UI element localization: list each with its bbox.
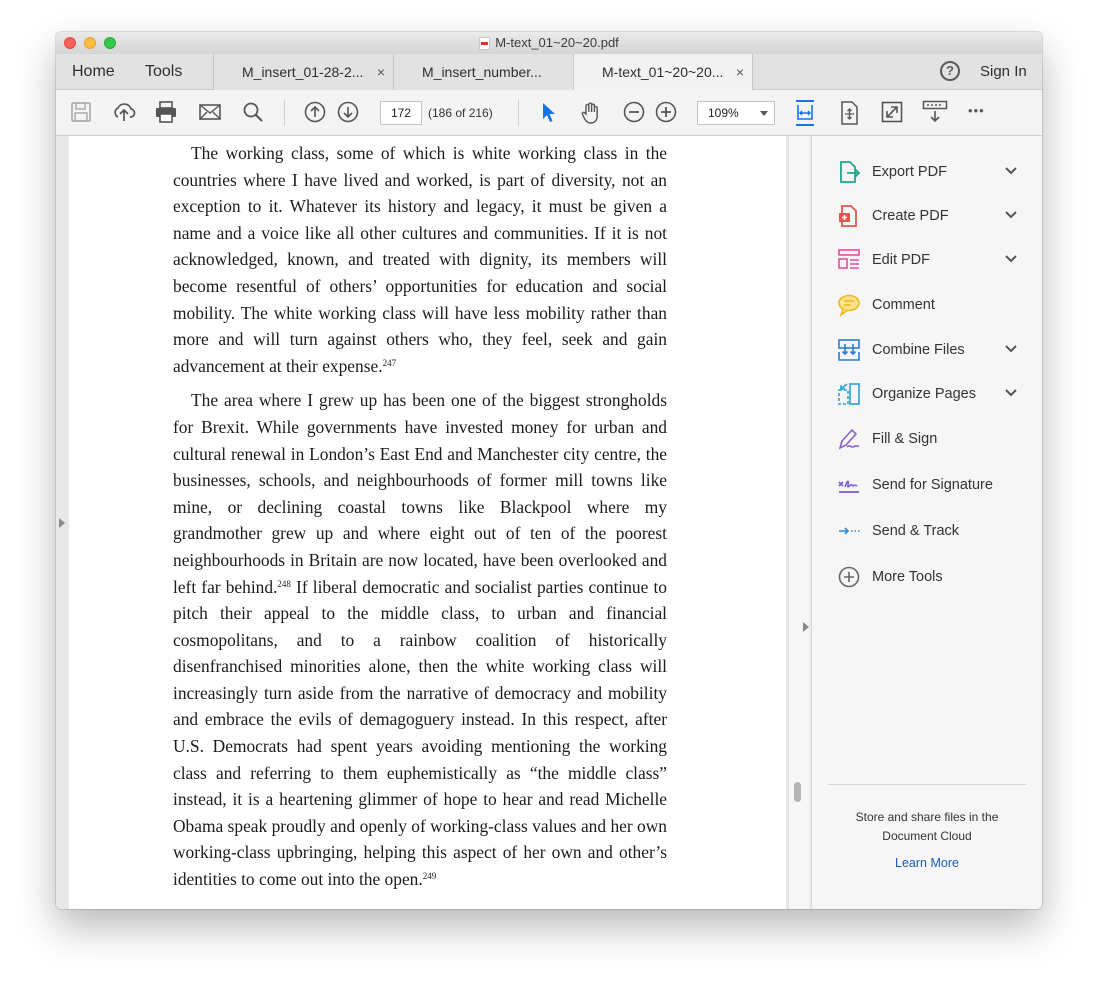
- learn-more-link[interactable]: Learn More: [895, 856, 959, 870]
- full-screen-icon[interactable]: [881, 101, 903, 128]
- create-pdf-icon: [837, 204, 861, 228]
- help-icon[interactable]: ?: [940, 61, 960, 81]
- left-panel-toggle-icon[interactable]: [59, 518, 65, 528]
- window-zoom-button[interactable]: [104, 37, 116, 49]
- chevron-down-icon[interactable]: [1004, 252, 1018, 271]
- title-bar: [56, 32, 1042, 54]
- chevron-down-icon[interactable]: [1004, 164, 1018, 183]
- document-viewer: [56, 136, 809, 909]
- window-title: M-text_01~20~20.pdf: [495, 35, 619, 50]
- app-window: [56, 32, 1042, 909]
- toolbar: [56, 90, 1042, 136]
- footnote-ref[interactable]: 249: [422, 871, 437, 882]
- toolbar-divider: [284, 100, 285, 126]
- tool-edit-pdf[interactable]: Edit PDF: [812, 238, 1042, 282]
- tab-document-2[interactable]: [393, 54, 573, 90]
- chevron-down-icon[interactable]: [1004, 342, 1018, 361]
- fit-page-icon[interactable]: [838, 101, 860, 130]
- chevron-down-icon[interactable]: [1004, 386, 1018, 405]
- organize-pages-icon: [837, 382, 861, 406]
- comment-icon: [837, 293, 861, 317]
- page-count-label: (186 of 216): [428, 106, 493, 120]
- paragraph: The working class, some of which is white working class in the countries where I have lived and worked, is part of diversity, not an exception to it. Whatever its history and legacy, it must be given a name and a voice like all other cultures and communities. If it is not acknowledged, known, and treated with dignity, its members will become resentful of others’ opportunities for education and social mobility. The white working class will have less mobility rather than more and will turn against others who, they feel, seek and gain advancement at their expense.$^{247}$: [173, 143, 667, 376]
- read-mode-icon[interactable]: [922, 100, 948, 129]
- tab-label: M_insert_01-28-2...: [242, 64, 364, 80]
- sign-in-link[interactable]: Sign In: [980, 63, 1027, 80]
- fit-width-icon[interactable]: [794, 99, 816, 132]
- edit-pdf-icon: [837, 248, 861, 272]
- tab-label: M-text_01~20~20...: [602, 64, 724, 80]
- tab-close-icon[interactable]: ×: [376, 64, 385, 80]
- tool-organize-pages[interactable]: Organize Pages: [812, 372, 1042, 416]
- tool-more-tools[interactable]: More Tools: [812, 555, 1042, 599]
- upload-icon[interactable]: [112, 101, 136, 128]
- pdf-file-icon: [479, 37, 490, 50]
- footnote-ref[interactable]: 247: [382, 357, 397, 368]
- page-number-input[interactable]: 172: [380, 101, 422, 125]
- window-minimize-button[interactable]: [84, 37, 96, 49]
- scrollbar-thumb[interactable]: [794, 782, 801, 802]
- select-icon[interactable]: [540, 101, 558, 128]
- page-text: [173, 140, 667, 901]
- pdf-page: [69, 136, 786, 909]
- vertical-scrollbar[interactable]: [788, 136, 809, 909]
- page-down-icon[interactable]: [337, 101, 359, 128]
- footnote-ref[interactable]: 248: [277, 578, 291, 589]
- fill-sign-icon: [837, 427, 861, 451]
- send-signature-icon: [837, 473, 861, 497]
- tool-export-pdf[interactable]: Export PDF: [812, 150, 1042, 194]
- page-up-icon[interactable]: [304, 101, 326, 128]
- tab-document-3-active[interactable]: [573, 54, 753, 90]
- send-track-icon: [837, 519, 861, 543]
- print-icon[interactable]: [154, 101, 178, 128]
- tool-create-pdf[interactable]: Create PDF: [812, 194, 1042, 238]
- email-icon[interactable]: [198, 101, 222, 128]
- sidebar-divider: [828, 784, 1026, 785]
- tab-label: M_insert_number...: [422, 64, 542, 80]
- tool-comment[interactable]: Comment: [812, 283, 1042, 327]
- right-panel-toggle-icon[interactable]: [803, 622, 809, 632]
- export-pdf-icon: [837, 160, 861, 184]
- search-icon[interactable]: [242, 101, 264, 128]
- tool-fill-sign[interactable]: Fill & Sign: [812, 417, 1042, 461]
- tool-send-for-signature[interactable]: Send for Signature: [812, 463, 1042, 507]
- toolbar-divider: [518, 100, 519, 126]
- tab-bar: [56, 54, 1042, 90]
- zoom-value: 109%: [708, 106, 739, 120]
- zoom-in-icon[interactable]: [655, 101, 677, 128]
- tab-close-icon[interactable]: ×: [735, 64, 744, 80]
- tab-document-1[interactable]: [213, 54, 393, 90]
- zoom-out-icon[interactable]: [623, 101, 645, 128]
- tools-pane: [811, 136, 1042, 909]
- cloud-promo-text: Store and share files in the Document Cloud: [855, 810, 999, 843]
- more-tools-icon: [837, 565, 861, 589]
- more-icon[interactable]: •••: [968, 103, 985, 118]
- hand-icon[interactable]: [579, 101, 603, 130]
- nav-home[interactable]: Home: [72, 63, 115, 80]
- zoom-select[interactable]: [697, 101, 775, 125]
- tool-combine-files[interactable]: Combine Files: [812, 328, 1042, 372]
- chevron-down-icon: [760, 111, 768, 116]
- save-icon[interactable]: [70, 101, 92, 128]
- window-close-button[interactable]: [64, 37, 76, 49]
- combine-files-icon: [837, 338, 861, 362]
- chevron-down-icon[interactable]: [1004, 208, 1018, 227]
- tool-send-track[interactable]: Send & Track: [812, 509, 1042, 553]
- nav-tools[interactable]: Tools: [145, 63, 183, 80]
- paragraph: The area where I grew up has been one of the biggest strongholds for Brexit. While governments have invested money for urban and cultural renewal in London’s East End and Manchester city centre, the businesses, schools, and neighbourhoods of former mill towns like mine, or declining coastal towns like Blackpool where my grandmother grew up and where eight out of ten of the poorest neighbourhoods in Britain are now located, have been overlooked and left far behind.$^{248}$ If liberal democratic and socialist parties continue to pitch their appeal to the middle class, to urban and financial cosmopolitans, and to a rainbow coalition of historically disenfranchised minorities alone, then the white working class will increasingly turn aside from the narrative of democracy and mobility and embrace the evils of demagoguery instead. In this respect, after U.S. Democrats had spent years avoiding mentioning the working class and referring to them euphemistically as “the middle class” instead, it is a heartening glimmer of hope to hear and read Michelle Obama speak proudly and openly of working-class values and her own working-class upbringing, helping this aspect of her own and other’s identities to come out into the open.$^{249}$: [173, 390, 667, 890]
